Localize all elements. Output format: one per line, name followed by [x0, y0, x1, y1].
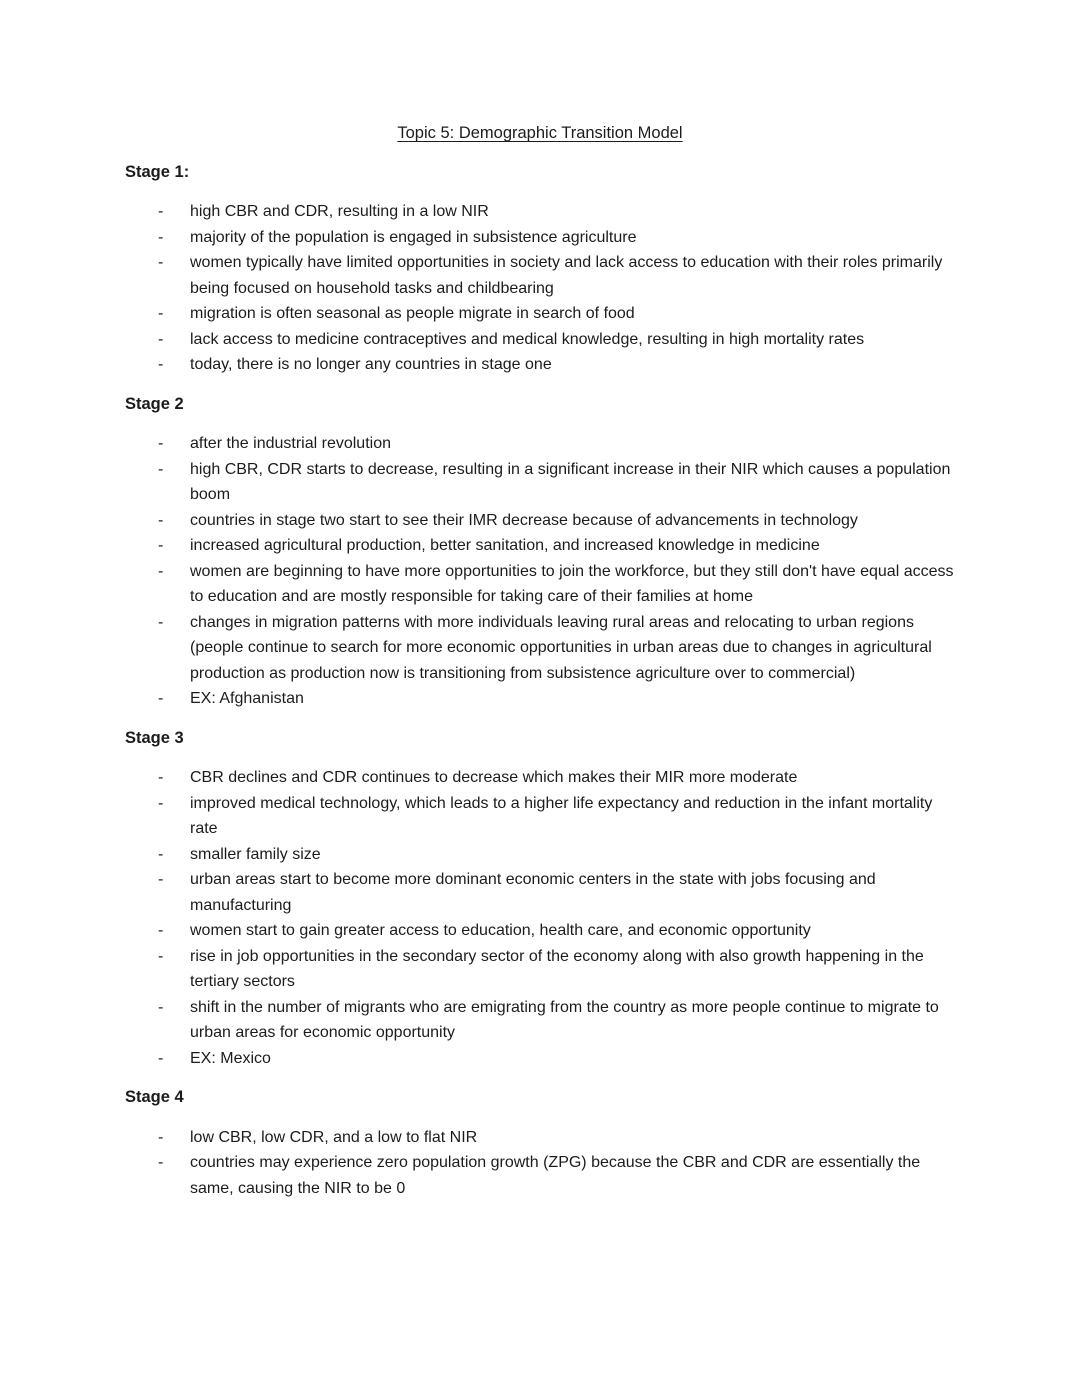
list-item — [125, 199, 955, 225]
list-item-text: urban areas start to become more dominant economic centers in the state with jobs focusing and manufacturing — [190, 871, 876, 914]
section-heading: Stage 4 — [125, 1088, 184, 1106]
list-item-text: EX: Mexico — [190, 1049, 271, 1067]
bullet-list — [125, 199, 955, 378]
section-stage-3 — [125, 726, 955, 1072]
list-item — [125, 610, 955, 687]
dash-bullet-marker: - — [158, 690, 164, 707]
section-stage-4 — [125, 1085, 955, 1201]
list-item-text: low CBR, low CDR, and a low to flat NIR — [190, 1128, 478, 1146]
list-item-text: countries in stage two start to see their IMR decrease because of advancements in technology — [190, 511, 858, 529]
bullet-list — [125, 431, 955, 712]
list-item-text: CBR declines and CDR continues to decrease which makes their MIR more moderate — [190, 769, 798, 786]
list-item — [125, 918, 955, 944]
dash-bullet-marker: - — [158, 947, 164, 965]
list-item — [125, 327, 955, 353]
list-item — [125, 352, 955, 378]
document-body — [125, 160, 955, 1202]
list-item-text: rise in job opportunities in the secondary sector of the economy along with also growth happening in the tertiary sectors — [190, 947, 924, 990]
section-heading: Stage 3 — [125, 728, 184, 747]
list-item-text: after the industrial revolution — [190, 435, 391, 452]
list-item-text: changes in migration patterns with more individuals leaving rural areas and relocating to urban regions (people continue to search for more economic opportunities in urban areas due to changes in agricultural production as production now is transitioning from subsistence agriculture over to commercial) — [190, 613, 932, 682]
section-heading: Stage 1: — [125, 162, 190, 181]
list-item-text: today, there is no longer any countries in stage one — [190, 356, 552, 373]
section-heading: Stage 2 — [125, 394, 184, 413]
list-item-text: women typically have limited opportunities in society and lack access to education with their roles primarily being focused on household tasks and childbearing — [190, 254, 943, 297]
list-item-text: majority of the population is engaged in subsistence agriculture — [190, 228, 637, 246]
list-item — [125, 765, 955, 791]
list-item-text: improved medical technology, which leads to a higher life expectancy and reduction in the infant mortality rate — [190, 794, 933, 837]
list-item — [125, 533, 955, 559]
dash-bullet-marker: - — [158, 254, 164, 271]
list-item-text: women start to gain greater access to education, health care, and economic opportunity — [190, 922, 811, 939]
dash-bullet-marker: - — [158, 613, 164, 631]
list-item — [125, 842, 955, 868]
list-item-text: lack access to medicine contraceptives and medical knowledge, resulting in high mortality rates — [190, 330, 865, 348]
list-item — [125, 1150, 955, 1201]
list-item — [125, 225, 955, 251]
list-item-text: EX: Afghanistan — [190, 690, 304, 707]
list-item-text: increased agricultural production, better sanitation, and increased knowledge in medicine — [190, 537, 820, 554]
dash-bullet-marker: - — [158, 228, 164, 246]
list-item — [125, 559, 955, 610]
dash-bullet-marker: - — [158, 562, 164, 580]
document-title: Topic 5: Demographic Transition Model — [397, 124, 683, 142]
list-item — [125, 791, 955, 842]
list-item — [125, 944, 955, 995]
section-stage-2 — [125, 392, 955, 712]
dash-bullet-marker: - — [158, 922, 164, 939]
list-item — [125, 457, 955, 508]
dash-bullet-marker: - — [158, 511, 164, 529]
list-item — [125, 301, 955, 327]
list-item-text: migration is often seasonal as people migrate in search of food — [190, 305, 635, 322]
bullet-list — [125, 765, 955, 1071]
list-item — [125, 686, 955, 712]
dash-bullet-marker: - — [158, 203, 164, 220]
list-item-text: women are beginning to have more opportunities to join the workforce, but they still don't have equal access to education and are mostly responsible for taking care of their families at home — [190, 562, 954, 605]
list-item — [125, 995, 955, 1046]
list-item-text: high CBR, CDR starts to decrease, resulting in a significant increase in their NIR which causes a population boom — [190, 460, 951, 503]
dash-bullet-marker: - — [158, 305, 164, 322]
list-item-text: smaller family size — [190, 845, 321, 863]
bullet-list — [125, 1125, 955, 1202]
dash-bullet-marker: - — [158, 330, 164, 348]
dash-bullet-marker: - — [158, 460, 164, 478]
list-item — [125, 431, 955, 457]
dash-bullet-marker: - — [158, 537, 164, 554]
list-item — [125, 250, 955, 301]
list-item — [125, 1046, 955, 1072]
section-stage-1 — [125, 160, 955, 378]
dash-bullet-marker: - — [158, 1049, 164, 1067]
list-item — [125, 1125, 955, 1151]
list-item-text: countries may experience zero population growth (ZPG) because the CBR and CDR are essentially the same, causing the NIR to be 0 — [190, 1154, 921, 1197]
dash-bullet-marker: - — [158, 1128, 164, 1146]
dash-bullet-marker: - — [158, 794, 164, 812]
dash-bullet-marker: - — [158, 998, 164, 1016]
list-item-text: shift in the number of migrants who are emigrating from the country as more people continue to migrate to urban areas for economic opportunity — [190, 998, 939, 1041]
list-item-text: high CBR and CDR, resulting in a low NIR — [190, 203, 489, 220]
dash-bullet-marker: - — [158, 845, 164, 863]
list-item — [125, 867, 955, 918]
dash-bullet-marker: - — [158, 1154, 164, 1171]
list-item — [125, 508, 955, 534]
dash-bullet-marker: - — [158, 769, 164, 786]
dash-bullet-marker: - — [158, 356, 164, 373]
dash-bullet-marker: - — [158, 871, 164, 888]
dash-bullet-marker: - — [158, 435, 164, 452]
